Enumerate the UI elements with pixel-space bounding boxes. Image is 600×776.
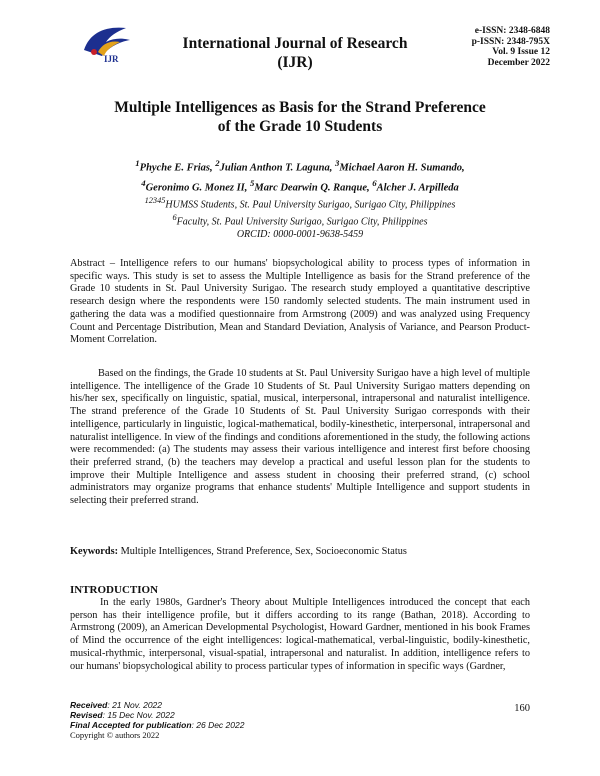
revised-label: Revised <box>70 710 103 720</box>
issn-block <box>430 26 550 68</box>
received-date <box>70 700 244 710</box>
journal-abbr: (IJR) <box>277 54 313 71</box>
eissn: e-ISSN: 2348-6848 <box>474 26 550 36</box>
affiliation-1 <box>70 195 530 212</box>
author-name: Phyche E. Frias, <box>139 162 216 174</box>
author-sup: 5 <box>250 177 255 188</box>
keywords-label: Keywords: <box>70 546 119 557</box>
page-number: 160 <box>514 703 530 714</box>
revised-date <box>70 710 244 720</box>
title-line-2: of the Grade 10 Students <box>217 118 383 135</box>
received-value: : 21 Nov. 2022 <box>107 700 163 710</box>
keywords-list: Multiple Intelligences, Strand Preference, Sex, Socioeconomic Status <box>118 546 407 557</box>
author-sup: 2 <box>215 158 220 168</box>
author-sup: 3 <box>334 158 340 168</box>
authors-line-2 <box>70 176 530 196</box>
author-sup: 6 <box>372 177 377 188</box>
introduction-text: In the early 1980s, Gardner's Theory about Multiple Intelligences introduced the concept that each person has their intelligence profile, but it differs according to its range (Bathan, 2018). According to Armstrong (2009), an American Developmental Psychologist, Howard Gardner, mentioned in his book Frames of Mind the occurrence of the eight intelligences: logical-mathematical, verbal-linguistic, bodily-kinesthetic, musical-rhythmic, interpersonal, visual-spatial, intrapersonal and naturalist. In addition, intelligence refers to our humans' biopsychological ability to process particular types of information in specific ways (Gardner, <box>70 597 530 672</box>
author-name: Julian Anthon T. Laguna, <box>219 162 335 174</box>
introduction-heading: INTRODUCTION <box>70 584 159 596</box>
abstract-paragraph-1: Abstract – Intelligence refers to our humans' biopsychological ability to process types of information in specific ways. This study is set to assess the Multiple Intelligence as basis for the Strand preference of the Grade 10 students in St. Paul University Surigao. The research study employed a quantitative descriptive research design where the respondents were 150 randomly selected students. The main instrument used in gathering the data was a modified questionnaire from Armstrong (2009) and was analyzed using Frequency Count and Percentage Distribution, Mean and Standard Deviation, Analysis of Variance, and Pearson Product-Moment Correlation. <box>70 258 530 346</box>
author-list <box>70 156 530 195</box>
authors-line-1 <box>70 156 530 176</box>
paper-title <box>70 98 530 136</box>
accepted-date <box>70 720 244 730</box>
copyright: Copyright © authors 2022 <box>70 730 160 740</box>
author-sup: 4 <box>141 177 146 188</box>
author-name: Marc Dearwin Q. Ranque, <box>254 182 373 193</box>
affiliation-sup: 6 <box>172 212 177 222</box>
affiliation-text: Faculty, St. Paul University Surigao, Surigao City, Philippines <box>176 216 428 228</box>
journal-name: International Journal of Research <box>182 35 408 52</box>
journal-title <box>160 34 430 72</box>
author-name: Michael Aaron H. Sumando, <box>339 162 465 174</box>
keywords <box>70 546 530 559</box>
orcid: ORCID: 0000-0001-9638-5459 <box>236 228 364 240</box>
author-name: Geronimo G. Monez II, <box>145 182 251 193</box>
journal-logo <box>76 22 138 64</box>
affiliation-sup: 12345 <box>144 196 166 205</box>
received-label: Received <box>70 700 108 710</box>
author-name: Alcher J. Arpilleda <box>376 182 459 193</box>
volume-issue: Vol. 9 Issue 12 <box>492 47 550 57</box>
affiliation-text: HUMSS Students, St. Paul University Surigao, Surigao City, Philippines <box>165 199 456 211</box>
pissn: p-ISSN: 2348-795X <box>471 36 550 47</box>
title-line-1: Multiple Intelligences as Basis for the Strand Preference <box>114 99 486 116</box>
affiliations <box>70 195 530 241</box>
affiliation-2 <box>70 212 530 229</box>
accepted-value: : 26 Dec 2022 <box>191 720 245 730</box>
author-sup: 1 <box>135 158 140 168</box>
logo-text: IJR <box>104 54 119 64</box>
accepted-label: Final Accepted for publication <box>70 720 192 730</box>
revised-value: : 15 Dec Nov. 2022 <box>102 710 175 720</box>
issue-date: December 2022 <box>487 57 550 68</box>
abstract-paragraph-2: Based on the findings, the Grade 10 students at St. Paul University Surigao have a high level of multiple intelligence. The intelligence of the Grade 10 Students of St. Paul University Surigao matters depending on his/her sex, specifically on linguistic, spatial, musical, interpersonal, intrapersonal and naturalist intelligence. The strand preference of the Grade 10 Students of St. Paul University Surigao corresponds with their intelligence, particularly in linguistic, logical-mathematical, bodily-kinesthetic, interpersonal, intrapersonal and naturalist intelligence. In view of the findings and conditions aforementioned in the study, the following actions were recommended: (a) The students may assess their various intelligence and interest first before choosing their preferred strand, (b) the teachers may develop a practical and useful lesson plan for the students to improve their Multiple Intelligence and assess student in choosing their preferred strand, (c) school administrators may organize programs that enhance students' Multiple Intelligence and support students in selecting their preferred strand. <box>70 368 531 507</box>
publication-dates <box>70 700 244 740</box>
